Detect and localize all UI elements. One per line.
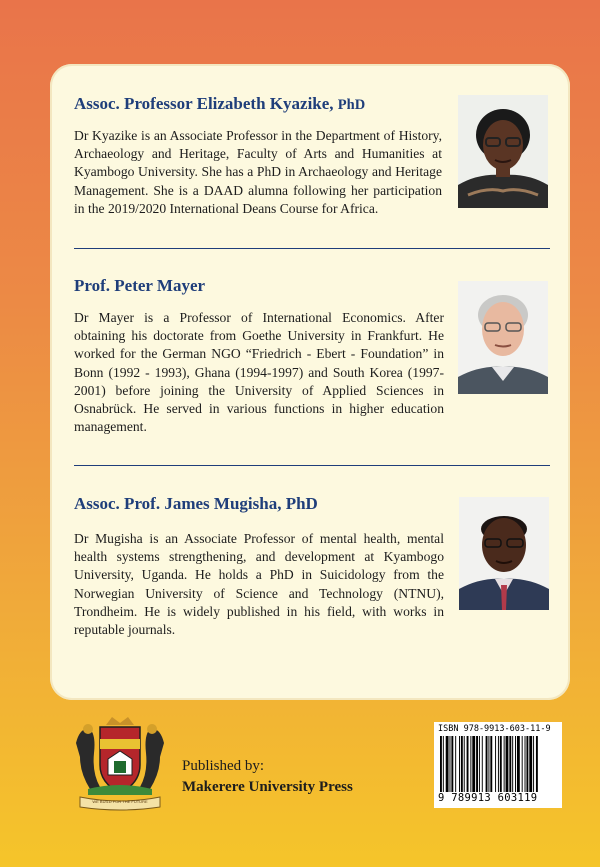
publisher-name: Makerere University Press	[182, 779, 353, 795]
person-bio-mayer: Dr Mayer is a Professor of International Economics. After obtaining his doctorate from Goethe University in Frankfurt. He worked for the German NGO “Friedrich - Ebert - Foundation” in Bonn (1992 - 1993), Ghana (1994-1997) and South Korea (1997-2001) before joining the University of Applied Sciences in Osnabrück. He served in various functions in higher education management.	[74, 310, 444, 435]
person-bio-kyazike: Dr Kyazike is an Associate Professor in the Department of History, Archaeology and Heritage, Faculty of Arts and Humanities at Kyambogo University. She has a PhD in Archaeology and Heritage Management. She is a DAAD alumna following her participation in the 2019/2020 International Deans Course for Africa.	[74, 128, 442, 216]
person-name-kyazike: Assoc. Professor Elizabeth Kyazike, PhD	[74, 94, 366, 113]
portrait-mugisha	[459, 497, 549, 610]
crest-image	[70, 713, 170, 813]
portrait-kyazike-image	[458, 95, 548, 208]
isbn-digits: 9 789913 603119	[438, 792, 538, 804]
section-divider	[74, 248, 550, 249]
portrait-kyazike	[458, 95, 548, 208]
publisher-label: Published by:	[182, 758, 265, 774]
crest-motto: WE BUILD FOR THE FUTURE	[92, 799, 148, 804]
makerere-coat-of-arms	[70, 713, 170, 813]
isbn-label: ISBN 978-9913-603-11-9	[438, 724, 551, 734]
section-divider	[74, 465, 550, 466]
portrait-mayer	[458, 281, 548, 394]
portrait-mugisha-image	[459, 497, 549, 610]
person-name-mugisha: Assoc. Prof. James Mugisha, PhD	[74, 494, 318, 513]
portrait-mayer-image	[458, 281, 548, 394]
isbn-barcode	[434, 722, 562, 808]
person-name-mayer: Prof. Peter Mayer	[74, 276, 206, 295]
person-bio-mugisha: Dr Mugisha is an Associate Professor of mental health, mental health systems strengthening, and development at Kyambogo University, Uganda. He holds a PhD in Suicidology from the Norwegian University of Science and Technology (NTNU), Trondheim. He is widely published in his field, with works in reputable journals.	[74, 531, 444, 638]
barcode-bars	[440, 736, 556, 794]
